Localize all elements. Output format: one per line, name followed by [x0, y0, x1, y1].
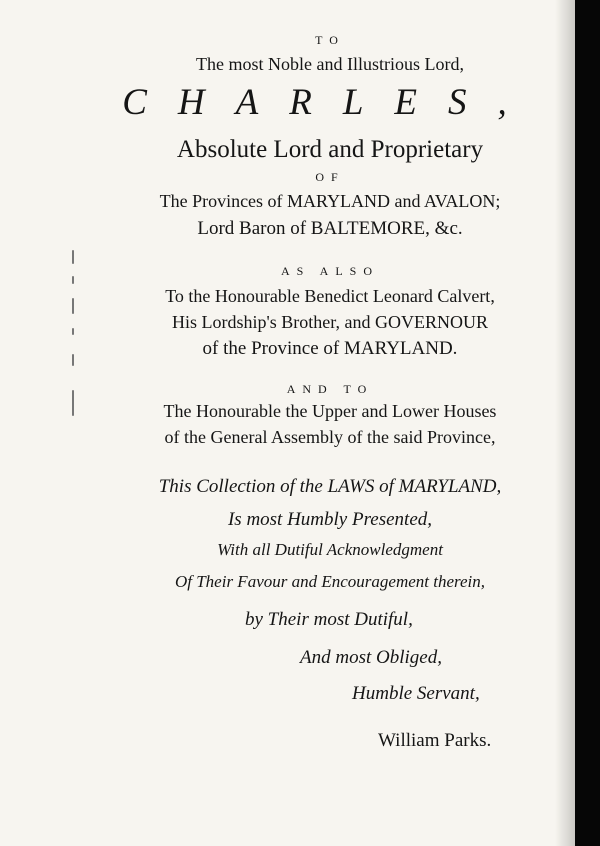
province-of-maryland-line: of the Province of MARYLAND. [202, 338, 458, 359]
signature-line: William Parks. [378, 730, 492, 751]
provinces-line: The Provinces of MARYLAND and AVALON; [159, 191, 501, 211]
baron-line: Lord Baron of BALTEMORE, &c. [197, 218, 463, 239]
collection-line: This Collection of the LAWS of MARYLAND, [158, 476, 502, 497]
presented-line: Is most Humbly Presented, [227, 509, 433, 530]
charles-line: CHARLES, [122, 82, 538, 123]
to-heading: TO [315, 33, 345, 47]
servant-line: Humble Servant, [352, 683, 480, 704]
houses-line: The Honourable the Upper and Lower Houses [163, 401, 497, 421]
and-to-heading: AND TO [286, 382, 374, 396]
lordships-brother-line: His Lordship's Brother, and GOVERNOUR [171, 312, 488, 332]
obliged-line: And most Obliged, [300, 647, 442, 668]
favour-line: Of Their Favour and Encouragement therein, [174, 572, 486, 591]
most-noble-line: The most Noble and Illustrious Lord, [196, 54, 464, 74]
absolute-lord-line: Absolute Lord and Proprietary [176, 136, 484, 163]
assembly-line: of the General Assembly of the said Province, [164, 427, 496, 447]
honourable-benedict-line: To the Honourable Benedict Leonard Calvert, [165, 286, 495, 306]
of-heading: OF [315, 170, 345, 184]
book-spine-shadow [575, 0, 600, 846]
acknowledgment-line: With all Dutiful Acknowledgment [217, 540, 443, 559]
as-also-heading: AS ALSO [280, 264, 379, 278]
gutter-marks [68, 250, 80, 420]
page-edge-shadow [555, 0, 575, 846]
dutiful-line: by Their most Dutiful, [245, 609, 413, 630]
